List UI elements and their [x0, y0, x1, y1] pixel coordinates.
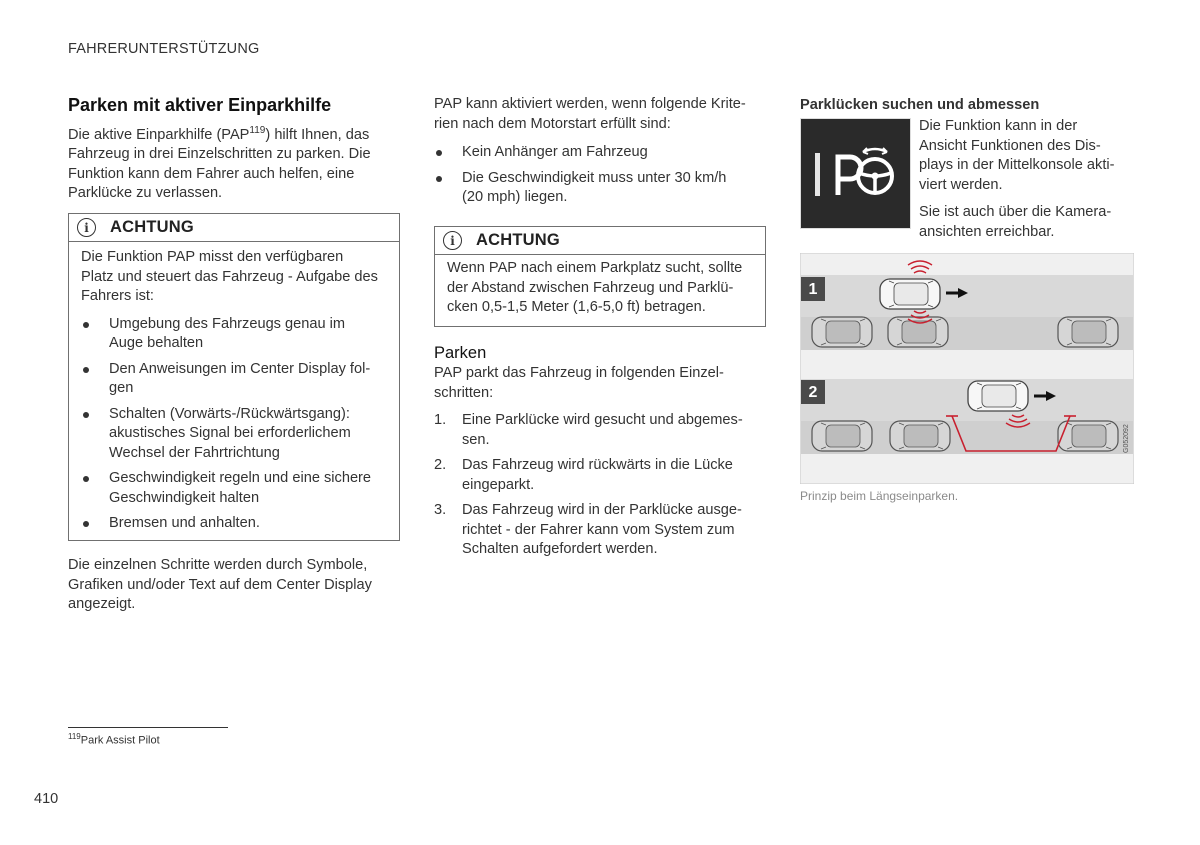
- footnote-number: 119: [68, 732, 81, 741]
- step-line: eingeparkt.: [462, 476, 535, 493]
- list-item-line: Die Geschwindigkeit muss unter 30 km/h: [462, 169, 727, 186]
- intro-text: hilft Ihnen, das: [274, 126, 370, 143]
- step-item: [434, 456, 774, 495]
- list-item-line: akustisches Signal bei erforderlichem: [109, 425, 351, 441]
- list-item: [434, 143, 774, 163]
- warning-label: ACHTUNG: [476, 231, 560, 249]
- step-item: [434, 411, 774, 450]
- camera-line: Sie ist auch über die Kamera-: [919, 204, 1112, 220]
- activation-line: plays in der Mittelkonsole akti-: [919, 157, 1115, 173]
- info-icon: i: [77, 218, 96, 237]
- list-item-line: Kein Anhänger am Fahrzeug: [462, 144, 648, 160]
- outro-line: Grafiken und/oder Text auf dem Center Display: [68, 576, 372, 593]
- list-item: [434, 169, 774, 208]
- list-item: [81, 514, 389, 534]
- parken-line: schritten:: [434, 384, 494, 401]
- page-title: Parken mit aktiver Einparkhilfe: [68, 95, 332, 115]
- warning-line: der Abstand zwischen Fahrzeug und Parklü-: [447, 279, 734, 296]
- footnote-ref: 119: [249, 125, 266, 136]
- warning-box-1: [68, 213, 400, 541]
- list-item-line: Den Anweisungen im Center Display fol-: [109, 360, 371, 377]
- info-icon: i: [443, 231, 462, 250]
- step-number: 3.: [434, 502, 447, 518]
- outro-line: Die einzelnen Schritte werden durch Symbole,: [68, 557, 368, 573]
- warning-box-2: [434, 226, 766, 327]
- warning-header: [69, 214, 399, 242]
- bullet-icon: [436, 176, 442, 182]
- intro-line-2: Fahrzeug in drei Einzelschritten zu parken. Die: [68, 146, 371, 163]
- steps-list: [434, 411, 774, 560]
- criteria-list: [434, 143, 774, 208]
- warning-line: cken 0,5-1,5 Meter (1,6-5,0 ft) betragen.: [447, 299, 706, 315]
- activation-line: Ansicht Funktionen des Dis-: [919, 137, 1101, 154]
- footnote-text: Park Assist Pilot: [80, 734, 160, 747]
- step-line: Das Fahrzeug wird in der Parklücke ausge-: [462, 502, 742, 518]
- activation-text: [919, 117, 1134, 242]
- bullet-icon: [83, 367, 89, 373]
- outro-line: angezeigt.: [68, 596, 136, 612]
- activation-line: viert werden.: [919, 176, 1003, 193]
- step-number: 2.: [434, 457, 447, 473]
- pap-parking-steering-icon: [800, 118, 911, 229]
- list-item-line: Geschwindigkeit halten: [109, 489, 260, 506]
- step-line: Das Fahrzeug wird rückwärts in die Lücke: [462, 457, 733, 473]
- parken-intro: [434, 364, 774, 403]
- search-heading: Parklücken suchen und abmessen: [800, 97, 1040, 113]
- list-item: [81, 469, 389, 508]
- bullet-icon: [436, 150, 442, 156]
- warning-label: ACHTUNG: [110, 218, 194, 236]
- bullet-icon: [83, 521, 89, 527]
- criteria-intro-line: PAP kann aktiviert werden, wenn folgende Krite-: [434, 96, 746, 112]
- warning-line: Die Funktion PAP misst den verfügbaren: [81, 249, 344, 265]
- step-item: [434, 501, 774, 560]
- page-number: 410: [34, 791, 59, 807]
- step-line: richtet - der Fahrer kann vom System zum: [462, 521, 735, 538]
- intro-suffix: ): [265, 126, 271, 143]
- criteria-intro-line: rien nach dem Motorstart erfüllt sind:: [434, 115, 671, 132]
- parking-principle-figure: [800, 253, 1134, 484]
- warning-line: Platz und steuert das Fahrzeug - Aufgabe des: [81, 268, 378, 285]
- intro-line-4: Parklücke zu verlassen.: [68, 185, 223, 202]
- list-item-line: Schalten (Vorwärts-/Rückwärtsgang):: [109, 405, 350, 422]
- footnote-divider: [68, 727, 228, 728]
- section-header: FAHRERUNTERSTÜTZUNG: [68, 41, 260, 57]
- activation-line: Die Funktion kann in der: [919, 118, 1078, 134]
- parken-heading: Parken: [434, 344, 487, 362]
- list-item: [81, 405, 389, 464]
- step-line: Schalten aufgefordert werden.: [462, 541, 658, 557]
- list-item: [81, 315, 389, 354]
- list-item-line: Umgebung des Fahrzeugs genau im: [109, 315, 346, 332]
- list-item-line: Auge behalten: [109, 335, 204, 351]
- bullet-icon: [83, 322, 89, 328]
- step-badge-2: 2: [808, 384, 818, 401]
- criteria-intro: [434, 95, 774, 134]
- warning-line: Fahrers ist:: [81, 288, 154, 304]
- list-item: [81, 360, 389, 399]
- bullet-icon: [83, 412, 89, 418]
- camera-line: ansichten erreichbar.: [919, 223, 1055, 240]
- step-number: 1.: [434, 412, 447, 428]
- intro-prefix: Die aktive Einparkhilfe (PAP: [68, 126, 250, 143]
- list-item-line: Bremsen und anhalten.: [109, 515, 260, 531]
- step-line: sen.: [462, 431, 490, 448]
- figure-code: G052092: [1123, 424, 1130, 453]
- warning-list: [81, 315, 389, 534]
- outro-paragraph: [68, 556, 408, 615]
- step-line: Eine Parklücke wird gesucht und abgemes-: [462, 412, 743, 428]
- intro-line-3: Funktion kann dem Fahrer auch helfen, eine: [68, 165, 355, 182]
- warning-header: [435, 227, 765, 255]
- step-badge-1: 1: [808, 281, 818, 298]
- warning-body: [69, 242, 399, 534]
- warning-body: [435, 255, 765, 318]
- list-item-line: gen: [109, 380, 134, 396]
- list-item-line: Geschwindigkeit regeln und eine sichere: [109, 470, 372, 486]
- list-item-line: Wechsel der Fahrtrichtung: [109, 444, 280, 461]
- figure-caption: Prinzip beim Längseinparken.: [800, 489, 959, 503]
- bullet-icon: [83, 476, 89, 482]
- footnote: [68, 732, 160, 747]
- intro-paragraph: [68, 121, 408, 204]
- list-item-line: (20 mph) liegen.: [462, 189, 568, 205]
- warning-line: Wenn PAP nach einem Parkplatz sucht, sollte: [447, 260, 743, 276]
- parken-line: PAP parkt das Fahrzeug in folgenden Einzel-: [434, 365, 724, 381]
- intro-line-1: [68, 121, 408, 145]
